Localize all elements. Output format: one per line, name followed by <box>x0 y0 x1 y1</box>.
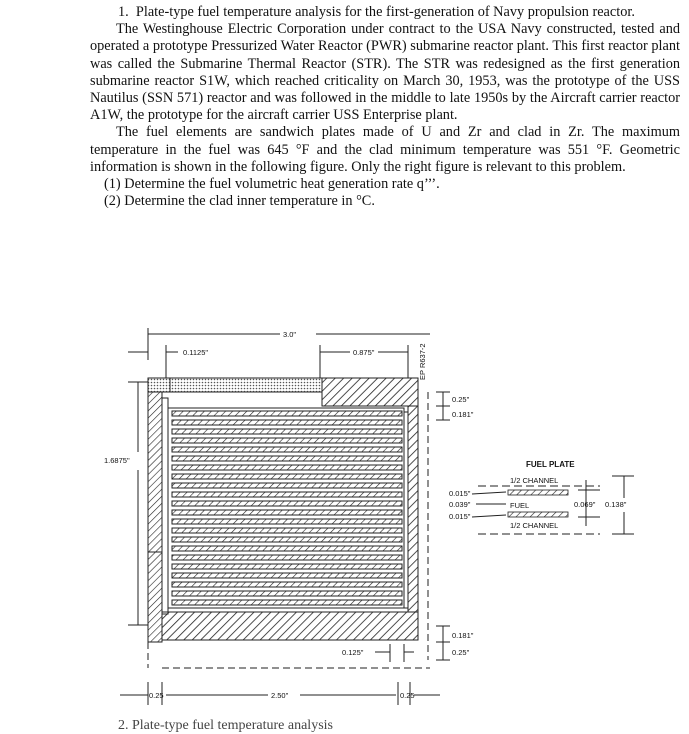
dim-bottom-inner <box>342 644 414 662</box>
dim-right-small <box>320 345 408 380</box>
paragraph-2: The fuel elements are sandwich plates made of U and Zr and clad in Zr. The maximum temperature in the fuel was 645 °F and the clad minimum temperature was 551 °F. Geometric information is shown in the following figure. Only the right figure is relevant to this problem. <box>90 124 680 175</box>
dim-right-small-label: 0.875" <box>353 348 375 357</box>
clad-top-thickness: 0.015" <box>449 489 471 498</box>
dim-bottom-mid-label: 2.50" <box>271 691 289 700</box>
clad-bottom-thickness: 0.015" <box>449 512 471 521</box>
dim-top-right <box>436 392 474 420</box>
dim-bottom-right-a: 0.181" <box>452 631 474 640</box>
fuel-thickness: 0.039" <box>449 500 471 509</box>
dim-left-small <box>128 345 208 380</box>
half-channel-bottom: 1/2 CHANNEL <box>510 521 559 530</box>
problem-number: 1. <box>118 4 129 20</box>
dim-top-right-a: 0.25" <box>452 395 470 404</box>
dim-top-right-b: 0.181" <box>452 410 474 419</box>
dim-height-label: 1.6875" <box>104 456 130 465</box>
fuel-plates <box>162 398 408 614</box>
next-problem-heading: 2. Plate-type fuel temperature analysis <box>118 718 333 733</box>
dim-bottom-right <box>436 626 474 660</box>
half-channel-top: 1/2 CHANNEL <box>510 476 559 485</box>
problem-title: 1. Plate-type fuel temperature analysis for the first-generation of Navy propulsion reactor. <box>118 4 635 20</box>
pitch-thickness: 0.138" <box>605 500 627 509</box>
dim-bottom-inner-label: 0.125" <box>342 648 364 657</box>
vertical-tag: EP R637-2 <box>418 343 427 380</box>
dim-bottom-right-label: 0.25 <box>400 691 415 700</box>
dim-bottom-right-b: 0.25" <box>452 648 470 657</box>
fuel-plate-title: FUEL PLATE <box>526 460 575 469</box>
paragraph-1: The Westinghouse Electric Corporation under contract to the USA Navy constructed, tested and operated a prototype Pressurized Water Reactor (PWR) submarine reactor plant. This first reactor plant was called the Submarine Thermal Reactor (STR). The STR was redesigned as the first generation submarine reactor S1W, which reached criticality on March 30, 1953, was the prototype of the USS Nautilus (SSN 571) reactor and was followed in the middle to late 1950s by the Aircraft carrier reactor A1W, the prototype for the aircraft carrier USS Enterprise plant. <box>90 21 680 124</box>
question-2: (2) Determine the clad inner temperature in °C. <box>104 193 375 210</box>
dim-left-small-label: 0.1125" <box>183 348 209 357</box>
dim-bottom-left-label: 0.25 <box>149 691 164 700</box>
dim-bottom <box>120 682 440 705</box>
dim-top-label: 3.0" <box>283 330 297 339</box>
plate-thickness: 0.069" <box>574 500 596 509</box>
dim-height <box>104 382 148 625</box>
question-1: (1) Determine the fuel volumetric heat generation rate q’’’. <box>104 176 440 193</box>
fuel-label: FUEL <box>510 501 530 510</box>
fuel-plate-detail <box>449 460 634 534</box>
